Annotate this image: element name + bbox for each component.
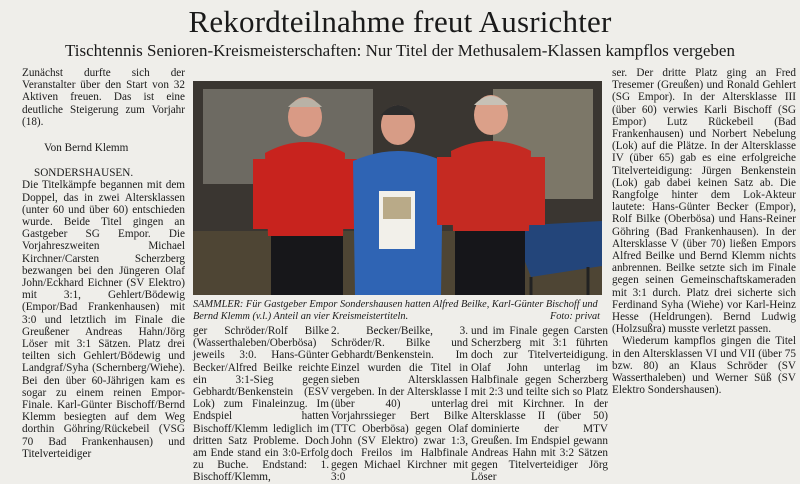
headline: Rekordteilnahme freut Ausrichter [188, 4, 612, 39]
lead-paragraph: Zunächst durfte sich der Veranstalter über den Start von 32 Aktiven freuen. Das ist eine deutliche Steigerung zum Vorjahr (18). [22, 67, 185, 128]
body-paragraph-1: Die Titelkämpfe begannen mit dem Doppel, das in zwei Altersklassen (unter 60 und über 60) entschieden wurde. Beide Titel gingen an Gastgeber SG Empor. Die Vorjahreszweiten Michael Kirchner/Carsten Scherzberg bezwangen bei den Jüngeren Olaf John/Eckhard Eichner (SV Elektro) mit 3:1, Gehlert/Bödewig (Empor/Bad Frankenhausen) mit 3:0 und letztlich im Finale die Greußener Andreas Hahn/Jörg Löser mit 3:1 Sätzen. Platz drei teilten sich Gehlert/Bödewig und Landgraf/Syha (Schernberg/Wiehe). Bei den über 60-Jährigen kam es sogar zu einem reinen Empor-Finale. Karl-Günter Bischoff/Bernd Klemm besiegten auf dem Weg dorthin Göhring/Rückebeil (VSG 70 Bad Frankenhausen) und Titelverteidiger [22, 179, 185, 460]
byline: Von Bernd Klemm [44, 142, 129, 154]
body-paragraph-5b: Wiederum kampflos gingen die Titel in den Altersklassen VI und VII (über 75 bzw. 80) an Klaus Schröder (SV Wasserthaleben) und Werner Süß (SV Elektro Sondershausen). [612, 335, 796, 397]
photo-caption [193, 299, 600, 323]
article-column-1 [22, 67, 185, 467]
article-column-3 [331, 325, 468, 484]
body-paragraph-3: 2. Becker/Beilke, 3. Schröder/R. Bilke und Gebhardt/Benkenstein. Im Einzel wurden die Titel in sieben Altersklassen vergeben. In der Altersklasse I (über 40) unterlag Vorjahrssieger Bert Bilke (TTC Oberbösa) gegen Olaf John (SV Elektro) zwar 1:3, doch Freilos im Halbfinale gegen Michael Kirchner mit 3:0 [331, 325, 468, 484]
article-column-5 [612, 67, 796, 467]
photo-caption-text: SAMMLER: Für Gastgeber Empor Sondershausen hatten Alfred Beilke, Karl-Günter Bischoff und Bernd Klemm (v.l.) Anteil an vier Kreismeistertiteln. [193, 299, 598, 322]
article-column-2 [193, 325, 329, 484]
body-paragraph-4: und im Finale gegen Carsten Scherzberg mit 3:1 führten doch zur Titelverteidigung. Olaf John unterlag im Halbfinale gegen Scherzberg mit 2:3 und teilte sich so Platz drei mit Kirchner. In der Altersklasse II (über 50) dominierte der MTV Greußen. Im Endspiel gewann Andreas Hahn mit 3:2 Sätzen gegen Titelverteidiger Jörg Löser [471, 325, 608, 484]
article-column-4 [471, 325, 608, 484]
photo-credit: Foto: privat [549, 310, 600, 322]
dateline: SONDERSHAUSEN. [34, 167, 134, 180]
body-paragraph-2: ger Schröder/Rolf Bilke (Wasserthaleben/Oberbösa) jeweils 3:0. Hans-Günter Becker/Alfred Beilke reichte ein 3:1-Sieg gegen Gebhardt/Benkenstein (ESV Lok) zum Finaleinzug. Im Endspiel hatten Bischoff/Klemm lediglich im dritten Satz Probleme. Doch am Ende stand ein 3:0-Erfolg zu Buche. Endstand: 1. Bischoff/Klemm, [193, 325, 329, 484]
body-paragraph-5a: ser. Der dritte Platz ging an Fred Tresemer (Greußen) und Ronald Gehlert (SG Empor). In der Altersklasse III (über 60) verwies Karli Bischoff (SG Empor) Lutz Rückebeil (Bad Frankenhausen) und Norbert Nebelung (Lok) auf die Plätze. In der Altersklasse IV (über 65) gab es eine erfolgreiche Titelverteidigung: Jürgen Benkenstein (Lok) gab dabei keinen Satz ab. Die Rangfolge hinter dem Lok-Akteur lautete: Hans-Günter Becker (Empor), Rolf Bilke (Oberbösa) und Hans-Reiner Göhring (Bad Frankenhausen). In der Altersklasse V (über 70) ließen Empors Alfred Beilke und Bernd Klemm nichts anbrennen. Beilke setzte sich im Finale gegen seinen Gemeinschaftskameraden mit 3:1 durch. Platz drei sicherte sich Ferdinand Syha (Wiehe) vor Karl-Heinz Hesse (Heldrungen). Bernd Ludwig (Holzsußra) musste verletzt passen. [612, 67, 796, 336]
subheadline: Tischtennis Senioren-Kreismeisterschaften: Nur Titel der Methusalem-Klassen kampflos vergeben [65, 41, 735, 60]
press-photo [193, 81, 602, 295]
